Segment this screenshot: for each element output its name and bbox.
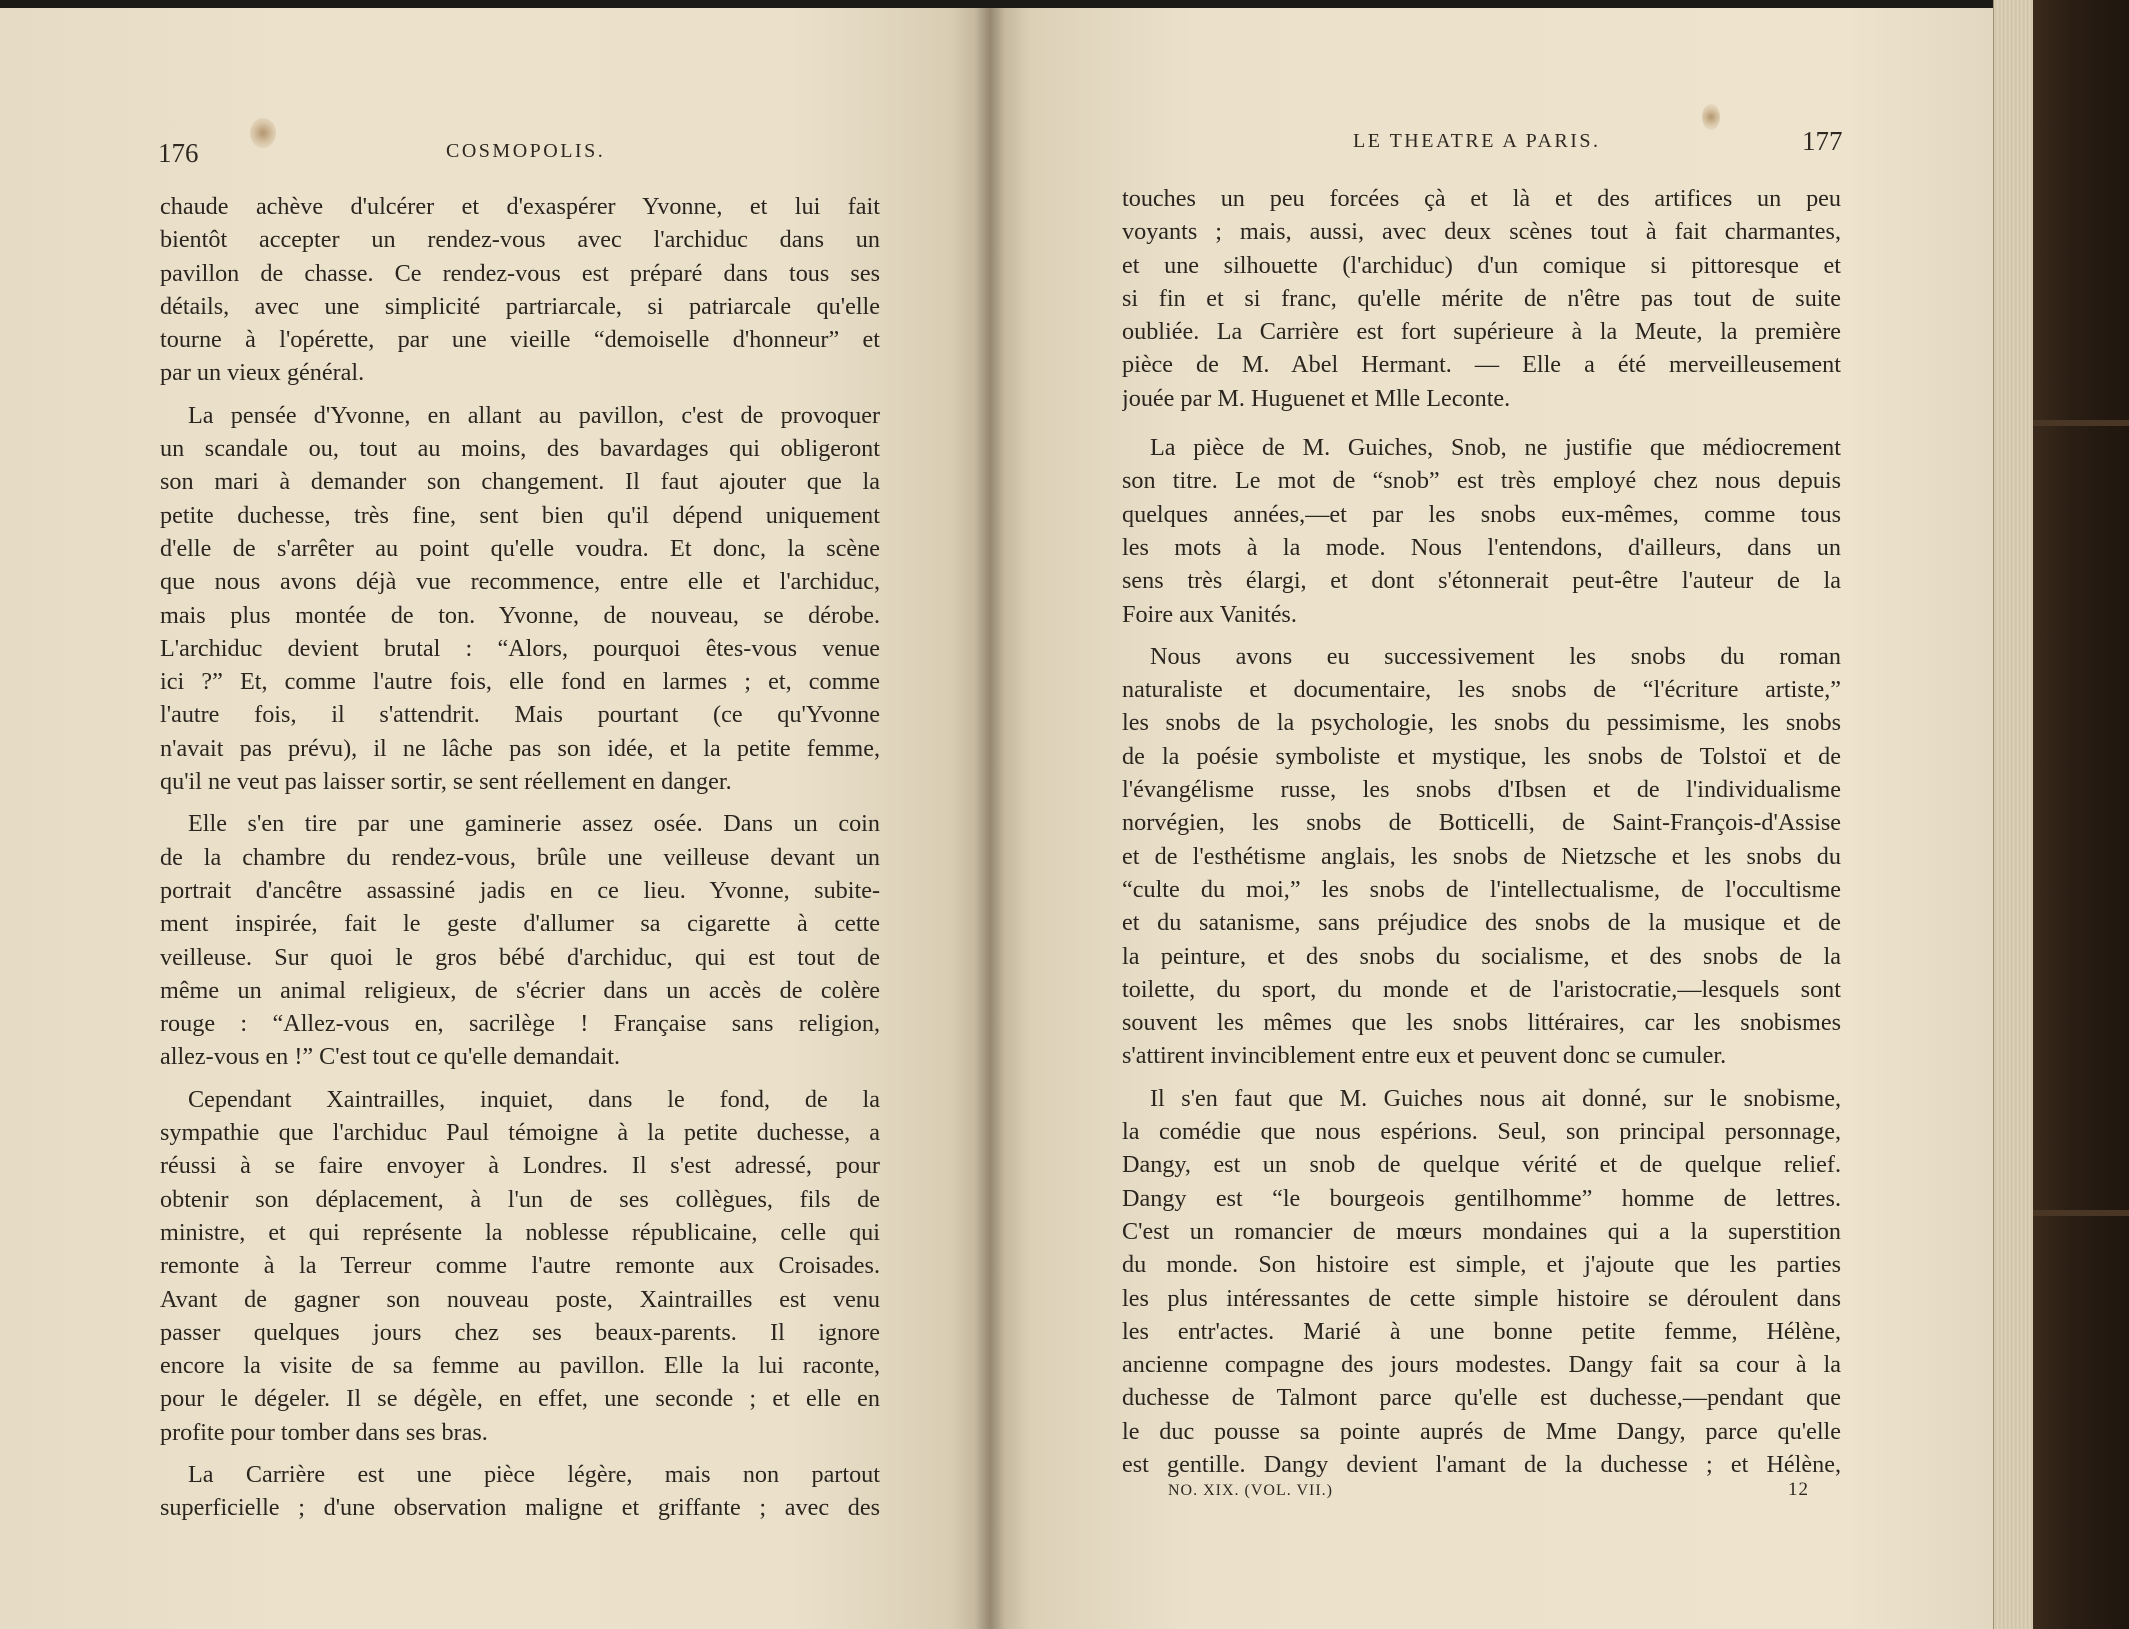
text-line: s'attirent invinciblement entre eux et peuvent donc se cumuler. [1122,1042,1727,1070]
paragraph-break [160,1449,880,1458]
page-edges [1993,0,2034,1629]
text-line: les mots à la mode. Nous l'entendons, d'ailleurs, dans un [1122,533,1841,561]
right-page-number: 177 [1802,126,1843,156]
paragraph-break [1122,1073,1841,1082]
signature-number: 12 [1788,1479,1809,1500]
text-line: mais plus montée de ton. Yvonne, de nouveau, se dérobe. [160,601,880,629]
text-line: chaude achève d'ulcérer et d'exaspérer Yvonne, et lui fait [160,193,880,220]
text-line: pavillon de chasse. Ce rendez-vous est préparé dans tous ses [160,259,880,287]
text-line: sympathie que l'archiduc Paul témoigne à la petite duchesse, a [160,1119,880,1147]
text-line: toilette, du sport, du monde et de l'aristocratie,—lesquels sont [1122,975,1841,1003]
text-line: L'archiduc devient brutal : “Alors, pourquoi êtes-vous venue [160,634,880,662]
text-line: pour le dégeler. Il se dégèle, en effet, une seconde ; et elle en [160,1385,880,1413]
text-line: voyants ; mais, aussi, avec deux scènes tout à fait charmantes, [1122,218,1841,246]
left-page-number: 176 [158,138,199,168]
text-line: les plus intéressantes de cette simple histoire se déroulent dans [1122,1284,1841,1312]
text-line: par un vieux général. [160,359,365,387]
foxing-spot [1702,104,1720,130]
text-line: détails, avec une simplicité partriarcale, si patriarcale qu'elle [160,292,880,320]
text-line: jouée par M. Huguenet et Mlle Leconte. [1122,384,1511,412]
text-line: “culte du moi,” les snobs de l'intellectualisme, de l'occultisme [1122,875,1841,903]
text-line: oubliée. La Carrière est fort supérieure à la Meute, la première [1122,318,1841,346]
text-line: touches un peu forcées çà et là et des artifices un peu [1122,185,1841,212]
paragraph-break [160,390,880,399]
text-line: ministre, et qui représente la noblesse républicaine, celle qui [160,1218,880,1246]
text-line: les snobs de la psychologie, les snobs du pessimisme, les snobs [1122,709,1841,737]
right-page-text [1122,182,1841,1481]
text-line: quelques années,—et par les snobs eux-mêmes, comme tous [1122,500,1841,528]
text-line: la comédie que nous espérions. Seul, son principal personnage, [1122,1118,1841,1146]
text-line: encore la visite de sa femme au pavillon. Elle la lui raconte, [160,1352,880,1380]
text-line: naturaliste et documentaire, les snobs de “l'écriture artiste,” [1122,676,1841,704]
text-line: son titre. Le mot de “snob” est très employé chez nous depuis [1122,467,1841,495]
text-line: Dangy est “le bourgeois gentilhomme” homme de lettres. [1122,1184,1841,1212]
text-line: veilleuse. Sur quoi le gros bébé d'archiduc, qui est tout de [160,943,880,971]
text-line: Dangy, est un snob de quelque vérité et de quelque relief. [1122,1151,1841,1179]
left-running-title: COSMOPOLIS. [446,140,606,162]
text-line: si fin et si franc, qu'elle mérite de n'être pas tout de suite [1122,284,1841,312]
text-line: Elle s'en tire par une gaminerie assez osée. Dans un coin [188,810,880,838]
text-line: les entr'actes. Marié à une bonne petite femme, Hélène, [1122,1317,1841,1345]
foxing-spot [250,118,276,148]
text-line: de la poésie symboliste et mystique, les snobs de Tolstoï et de [1122,742,1841,770]
paragraph-break [1122,415,1841,431]
text-line: le duc pousse sa pointe auprés de Mme Dangy, parce qu'elle [1122,1417,1841,1445]
text-line: duchesse de Talmont parce qu'elle est duchesse,—pendant que [1122,1384,1841,1412]
text-line: La pièce de M. Guiches, Snob, ne justifie que médiocrement [1150,434,1841,462]
cover-band [2033,420,2129,426]
text-line: ment inspirée, fait le geste d'allumer sa cigarette à cette [160,910,880,938]
right-running-title: LE THEATRE A PARIS. [1353,130,1601,152]
text-line: est gentille. Dangy devient l'amant de la duchesse ; et Hélène, [1122,1450,1841,1478]
gutter-shadow [975,8,1005,1629]
text-line: et une silhouette (l'archiduc) d'un comique si pittoresque et [1122,251,1841,279]
text-line: l'autre fois, il s'attendrit. Mais pourtant (ce qu'Yvonne [160,701,880,729]
text-line: portrait d'ancêtre assassiné jadis en ce lieu. Yvonne, subite- [160,876,880,904]
text-line: réussi à se faire envoyer à Londres. Il s'est adressé, pour [160,1152,880,1180]
text-line: du monde. Son histoire est simple, et j'ajoute que les parties [1122,1251,1841,1279]
text-line: son mari à demander son changement. Il faut ajouter que la [160,468,880,496]
text-line: norvégien, les snobs de Botticelli, de Saint-François-d'Assise [1122,809,1841,837]
text-line: profite pour tomber dans ses bras. [160,1418,488,1446]
text-line: souvent les mêmes que les snobs littéraires, car les snobismes [1122,1009,1841,1037]
text-line: la peinture, et des snobs du socialisme, et des snobs de la [1122,942,1841,970]
text-line: tourne à l'opérette, par une vieille “demoiselle d'honneur” et [160,326,880,354]
text-line: et du satanisme, sans préjudice des snobs de la musique et de [1122,909,1841,937]
text-line: La pensée d'Yvonne, en allant au pavillon, c'est de provoquer [188,401,880,429]
text-line: bientôt accepter un rendez-vous avec l'archiduc dans un [160,226,880,254]
text-line: sens très élargi, et dont s'étonnerait peut-être l'auteur de la [1122,567,1841,595]
paragraph-break [160,798,880,807]
text-line: Nous avons eu successivement les snobs du roman [1150,642,1841,670]
text-line: et de l'esthétisme anglais, les snobs de Nietzsche et les snobs du [1122,842,1841,870]
text-line: que nous avons déjà vue recommence, entre elle et l'archiduc, [160,568,880,596]
text-line: Avant de gagner son nouveau poste, Xaintrailles est venu [160,1285,880,1313]
text-line: remonte à la Terreur comme l'autre remonte aux Croisades. [160,1252,880,1280]
text-line: ancienne compagne des jours modestes. Dangy fait sa cour à la [1122,1351,1841,1379]
text-line: l'évangélisme russe, les snobs d'Ibsen et de l'individualisme [1122,776,1841,804]
text-line: ici ?” Et, comme l'autre fois, elle fond en larmes ; et, comme [160,668,880,696]
text-line: un scandale ou, tout au moins, des bavardages qui obligeront [160,435,880,463]
text-line: C'est un romancier de mœurs mondaines qui a la superstition [1122,1217,1841,1245]
text-line: d'elle de s'arrêter au point qu'elle voudra. Et donc, la scène [160,534,880,562]
paragraph-break [160,1074,880,1083]
paragraph-break [1122,631,1841,640]
text-line: rouge : “Allez-vous en, sacrilège ! Française sans religion, [160,1010,880,1038]
text-line: petite duchesse, très fine, sent bien qu'il dépend uniquement [160,501,880,529]
text-line: superficielle ; d'une observation maligne et griffante ; avec des [160,1494,880,1522]
text-line: La Carrière est une pièce légère, mais non partout [188,1460,880,1488]
text-line: de la chambre du rendez-vous, brûle une veilleuse devant un [160,843,880,871]
text-line: passer quelques jours chez ses beaux-parents. Il ignore [160,1318,880,1346]
text-line: qu'il ne veut pas laisser sortir, se sent réellement en danger. [160,768,732,796]
signature-mark: NO. XIX. (VOL. VII.) [1168,1482,1334,1499]
text-line: n'avait pas prévu), il ne lâche pas son idée, et la petite femme, [160,734,880,762]
text-line: pièce de M. Abel Hermant. — Elle a été merveilleusement [1122,351,1841,379]
text-line: Foire aux Vanités. [1122,600,1297,628]
text-line: obtenir son déplacement, à l'un de ses collègues, fils de [160,1185,880,1213]
text-line: même un animal religieux, de s'écrier dans un accès de colère [160,976,880,1004]
book-cover [2033,0,2129,1629]
left-page-text [160,190,880,1525]
text-line: Cependant Xaintrailles, inquiet, dans le fond, de la [188,1085,880,1113]
text-line: allez-vous en !” C'est tout ce qu'elle demandait. [160,1043,621,1071]
text-line: Il s'en faut que M. Guiches nous ait donné, sur le snobisme, [1150,1084,1841,1112]
cover-band [2033,1210,2129,1216]
